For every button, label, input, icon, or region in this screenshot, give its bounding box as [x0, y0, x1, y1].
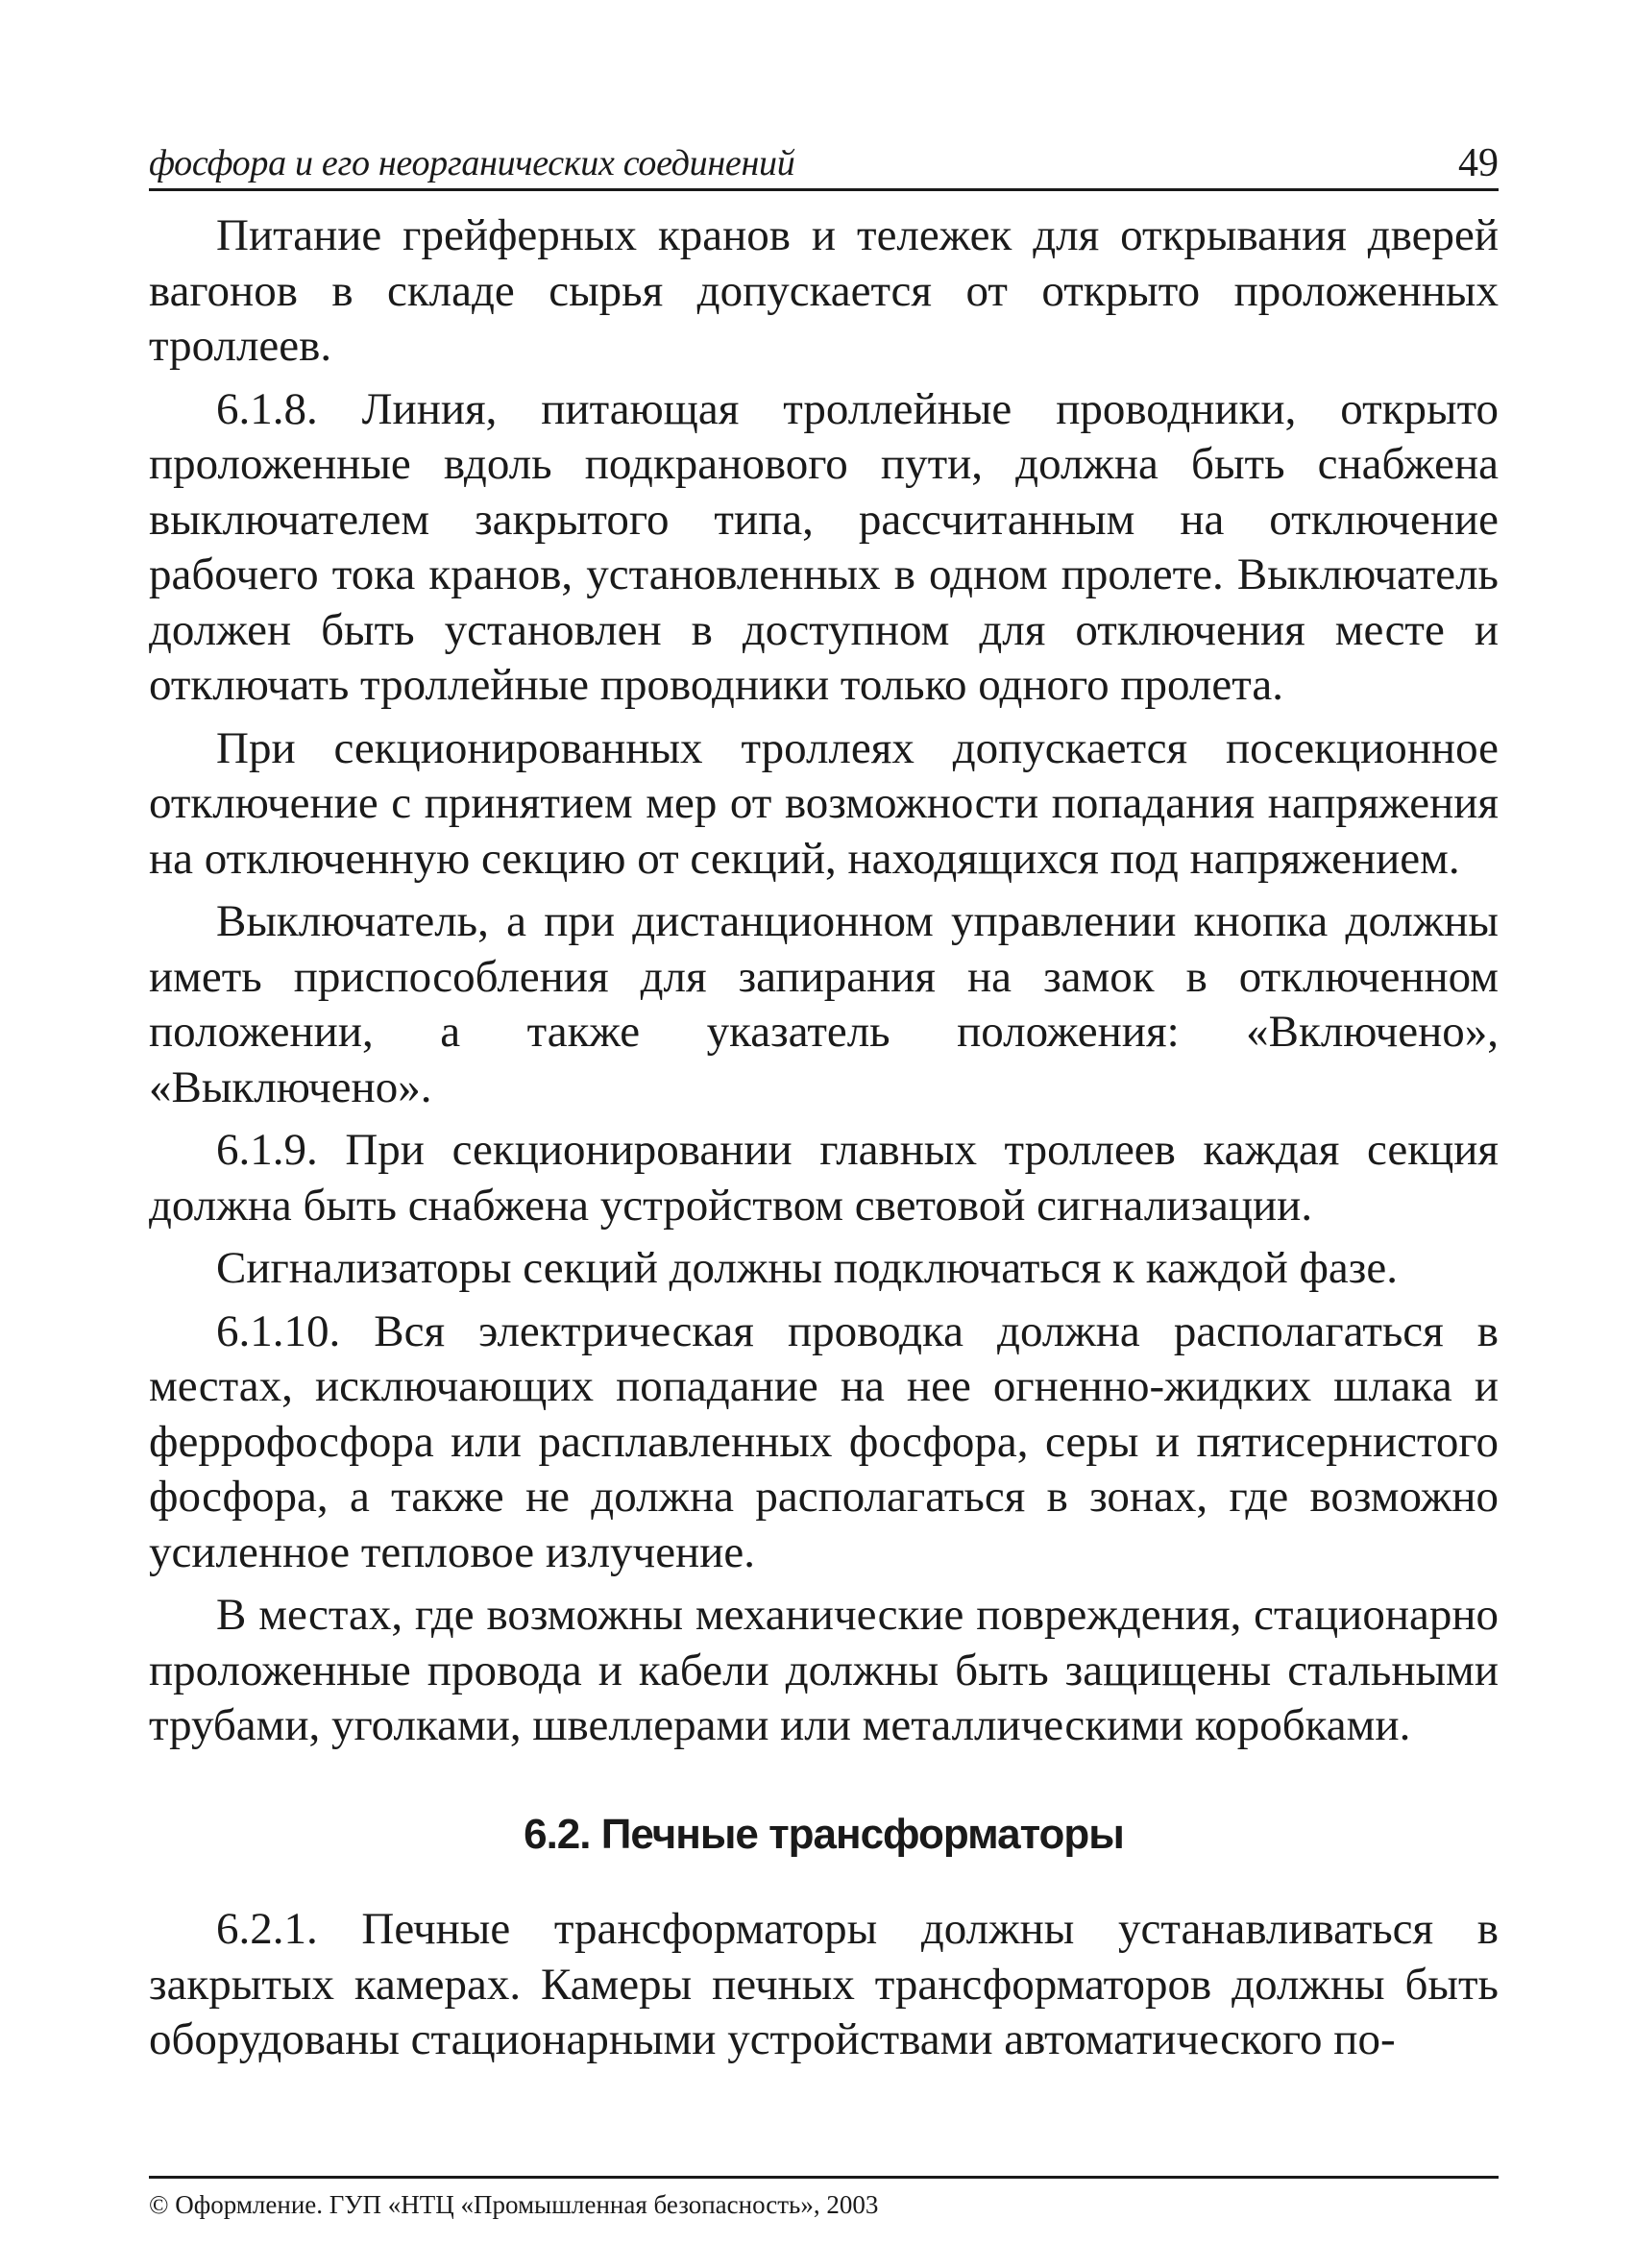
paragraph: При секционированных троллеях допускается посекционное отключение с принятием мер от возможности попадания напряжения на отключенную секцию от секций, находящихся под напряжением. — [149, 722, 1499, 884]
copyright-notice: © Оформление. ГУП «НТЦ «Промышленная безопасность», 2003 — [149, 2190, 879, 2219]
paragraph: 6.1.9. При секционировании главных троллеев каждая секция должна быть снабжена устройством световой сигнализации. — [149, 1125, 1499, 1231]
section-heading: 6.2. Печные трансформаторы — [524, 1810, 1124, 1858]
page-footer — [149, 2176, 1499, 2220]
running-title: фосфора и его неорганических соединений — [149, 143, 795, 183]
page-number: 49 — [1458, 141, 1499, 185]
paragraph: 6.2.1. Печные трансформаторы должны устанавливаться в закрытых камерах. Камеры печных трансформаторов должны быть оборудованы стационарными устройствами автоматического по- — [149, 1904, 1499, 2064]
paragraph: Выключатель, а при дистанционном управлении кнопка должны иметь приспособления для запирания на замок в отключенном положении, а также указатель положения: «Включено», «Выключено». — [149, 896, 1499, 1112]
paragraph: 6.1.8. Линия, питающая троллейные проводники, открыто проложенные вдоль подкранового пути, должна быть снабжена выключателем закрытого типа, рассчитанным на отключение рабочего тока кранов, установленных в одном пролете. Выключатель должен быть установлен в доступном для отключения месте и отключать троллейные проводники только одного пролета. — [149, 383, 1499, 710]
document-page — [149, 125, 1499, 2076]
paragraph: Питание грейферных кранов и тележек для открывания дверей вагонов в складе сырья допускается от открыто проложенных троллеев. — [149, 210, 1499, 371]
paragraph: 6.1.10. Вся электрическая проводка должна располагаться в местах, исключающих попадание на нее огненно-жидких шлака и феррофосфора или расплавленных фосфора, серы и пятисернистого фосфора, а также не должна располагаться в зонах, где возможно усиленное тепловое излучение. — [149, 1305, 1499, 1577]
document-body — [149, 208, 1499, 2068]
running-header — [149, 125, 1499, 191]
paragraph: Сигнализаторы секций должны подключаться к каждой фазе. — [216, 1243, 1398, 1293]
paragraph: В местах, где возможны механические повреждения, стационарно проложенные провода и кабели должны быть защищены стальными трубами, уголками, швеллерами или металлическими коробками. — [149, 1590, 1499, 1750]
